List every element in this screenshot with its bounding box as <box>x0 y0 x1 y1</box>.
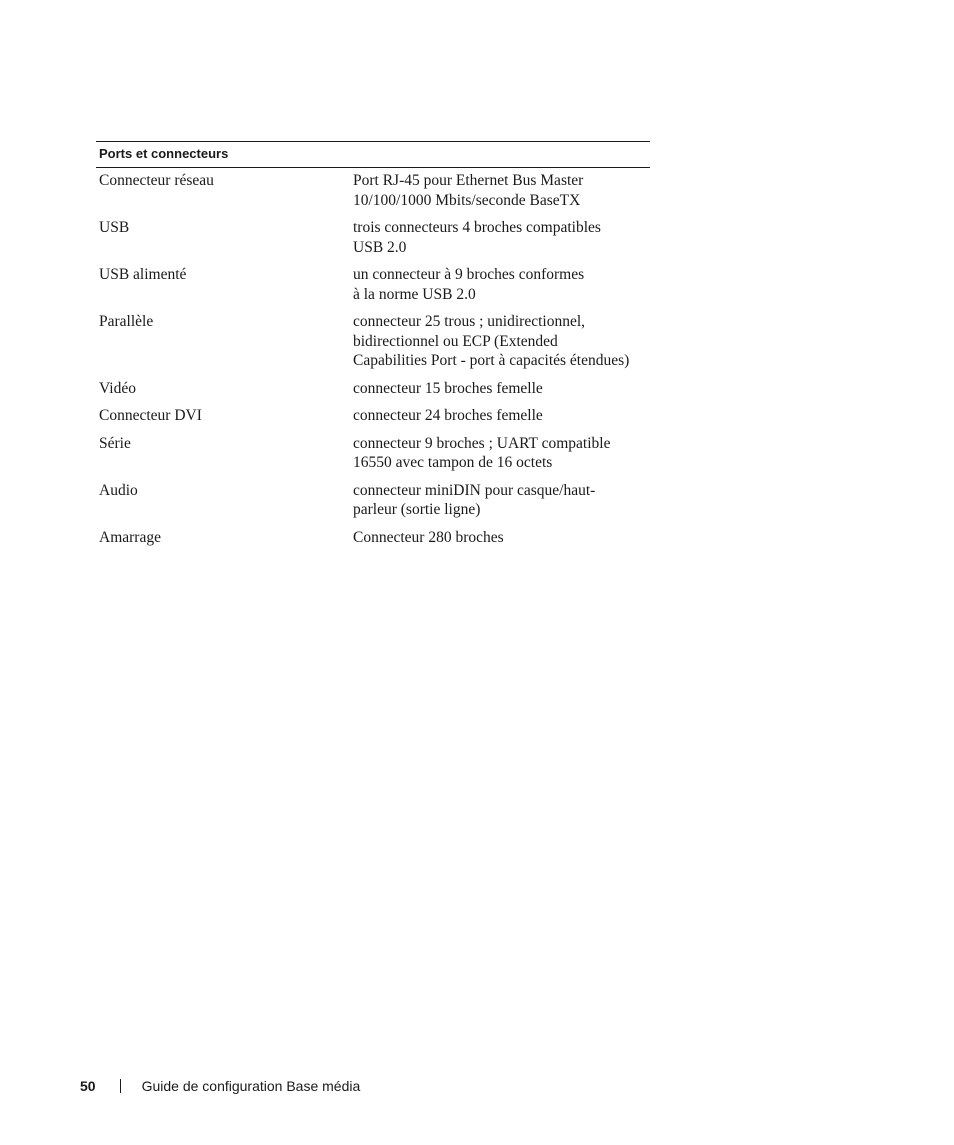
row-value-line: Capabilities Port - port à capacités étendues) <box>353 352 630 369</box>
row-value-line: 10/100/1000 Mbits/seconde BaseTX <box>353 191 581 209</box>
row-label: Audio <box>99 481 138 499</box>
row-value-line: connecteur 15 broches femelle <box>353 379 543 397</box>
row-value <box>353 434 650 473</box>
row-value <box>353 406 650 426</box>
row-label: Vidéo <box>99 379 136 397</box>
row-value-line: un connecteur à 9 broches conformes <box>353 266 585 283</box>
row-value-line: connecteur miniDIN pour casque/haut- <box>353 481 596 499</box>
row-value-line: connecteur 9 broches ; UART compatible <box>353 434 611 452</box>
row-label: USB <box>99 219 130 236</box>
row-value-line: 16550 avec tampon de 16 octets <box>353 454 553 471</box>
table-row <box>96 434 650 473</box>
row-value-line: connecteur 25 trous ; unidirectionnel, <box>353 313 586 330</box>
table-row <box>96 312 650 371</box>
row-value-line: Connecteur 280 broches <box>353 528 504 546</box>
row-value <box>353 171 650 210</box>
row-value-line: USB 2.0 <box>353 238 407 256</box>
row-value-line: parleur (sortie ligne) <box>353 501 481 518</box>
table-row <box>96 379 650 399</box>
table-row <box>96 481 650 520</box>
row-value-line: Port RJ-45 pour Ethernet Bus Master <box>353 172 584 189</box>
row-value-line: trois connecteurs 4 broches compatibles <box>353 219 601 236</box>
row-value <box>353 379 650 399</box>
row-label: Connecteur réseau <box>99 172 214 189</box>
row-label: Série <box>99 434 131 452</box>
table-header: Ports et connecteurs <box>96 141 650 168</box>
table-row <box>96 528 650 548</box>
row-value-line: bidirectionnel ou ECP (Extended <box>353 332 558 350</box>
row-value-line: connecteur 24 broches femelle <box>353 407 543 424</box>
row-value <box>353 528 650 548</box>
footer-title: Guide de configuration Base média <box>141 1078 361 1094</box>
row-label: Connecteur DVI <box>99 407 202 424</box>
table-row <box>96 406 650 426</box>
row-label: USB alimenté <box>99 266 187 283</box>
table-row <box>96 218 650 257</box>
row-value-line: à la norme USB 2.0 <box>353 285 476 303</box>
footer-separator <box>120 1079 121 1093</box>
row-value <box>353 481 650 520</box>
spec-table <box>96 141 650 555</box>
row-value <box>353 265 650 304</box>
page-footer <box>80 1077 360 1095</box>
table-row <box>96 171 650 210</box>
table-body <box>96 168 650 547</box>
row-label: Amarrage <box>99 528 161 546</box>
table-row <box>96 265 650 304</box>
row-value <box>353 218 650 257</box>
row-label: Parallèle <box>99 313 154 330</box>
page-number: 50 <box>80 1078 96 1094</box>
row-value <box>353 312 650 371</box>
